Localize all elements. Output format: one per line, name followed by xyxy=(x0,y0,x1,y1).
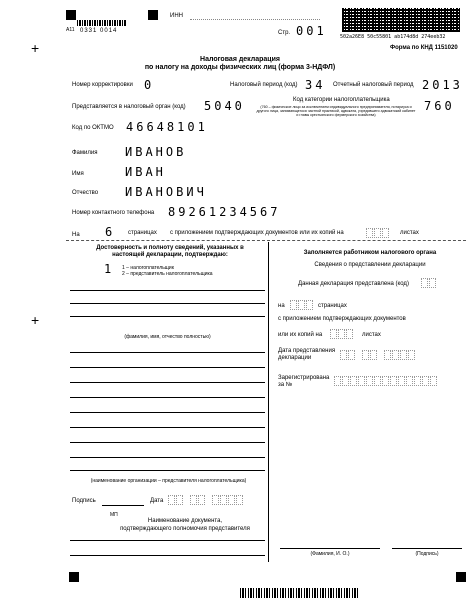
org-line-2 xyxy=(70,367,265,368)
fio-caption: (фамилия, имя, отчество полностью) xyxy=(124,334,211,340)
page-number: 001 xyxy=(296,24,327,38)
qr-caption: 502a26E8 50c55801 ab174d8d 274eeb32 xyxy=(340,34,446,40)
oktmo-value[interactable]: 46648101 xyxy=(126,120,208,134)
org-line-6 xyxy=(70,427,265,428)
inn-label: ИНН xyxy=(170,13,183,19)
registered-number-cells[interactable] xyxy=(334,376,438,386)
inn-line xyxy=(190,19,320,20)
right-fio-caption: (Фамилия, И. О.) xyxy=(310,551,350,557)
corner-marker-top-left xyxy=(66,10,76,20)
barcode-number: 0331 0014 xyxy=(80,28,118,34)
org-line-3 xyxy=(70,382,265,383)
org-line-5 xyxy=(70,412,265,413)
surname-label: Фамилия xyxy=(72,150,98,156)
right-date-cells[interactable] xyxy=(340,350,416,360)
category-label: Код категории налогоплательщика xyxy=(293,97,390,103)
right-pages-label: страницах xyxy=(318,303,347,309)
tax-authority-label: Представляется в налоговый орган (код) xyxy=(72,104,186,110)
patronymic-value[interactable]: ИВАНОВИЧ xyxy=(125,185,207,199)
section-divider xyxy=(66,240,466,241)
registration-cross-top: + xyxy=(31,40,40,56)
phone-label: Номер контактного телефона xyxy=(72,210,155,216)
correction-value[interactable]: 0 xyxy=(144,78,155,92)
fio-line-1 xyxy=(70,290,265,291)
date-label: Дата xyxy=(150,498,164,504)
right-block-title: Заполняется работником налогового органа xyxy=(303,250,437,256)
tax-period-label: Налоговый период (код) xyxy=(230,82,298,88)
right-date-label-line1: Дата представления xyxy=(278,348,336,354)
right-pages-cells[interactable] xyxy=(290,300,314,310)
right-with-docs-label: с приложением подтверждающих документов xyxy=(278,316,406,322)
right-fio-line xyxy=(280,548,380,549)
registration-cross-mid: + xyxy=(31,312,40,328)
pages-suffix: страницах xyxy=(128,230,157,236)
corner-marker-top-mid xyxy=(148,10,158,20)
page-label: Стр. xyxy=(278,30,291,36)
right-block-subtitle: Сведения о представлении декларации xyxy=(314,262,426,268)
fio-line-2 xyxy=(70,303,265,304)
category-value[interactable]: 760 xyxy=(424,99,455,113)
tax-authority-value[interactable]: 5040 xyxy=(204,99,245,113)
presented-code-label: Данная декларация представлена (код) xyxy=(298,281,409,287)
registered-label-line1: Зарегистрирована xyxy=(278,375,330,381)
right-copies-cells[interactable] xyxy=(330,329,354,339)
doc-caption-line2: подтверждающего полномочия представителя xyxy=(120,526,250,532)
page-code: А11 xyxy=(66,27,75,33)
right-sheets-label: листах xyxy=(362,332,381,338)
org-caption: (наименование организации – представителя налогоплательщика) xyxy=(90,478,247,484)
pages-prefix: На xyxy=(72,232,80,238)
corner-marker-bottom-left xyxy=(69,572,79,582)
signer-option1: 1 – налогоплательщик xyxy=(122,265,174,271)
org-line-4 xyxy=(70,397,265,398)
name-value[interactable]: ИВАН xyxy=(125,165,166,179)
signer-option2: 2 – представитель налогоплательщика xyxy=(122,271,213,277)
patronymic-label: Отчество xyxy=(72,190,99,196)
left-block-title: Достоверность и полноту сведений, указанных в настоящей декларации, подтверждаю: xyxy=(96,245,244,258)
tax-period-value[interactable]: 34 xyxy=(305,78,326,92)
correction-label: Номер корректировки xyxy=(72,82,133,88)
org-line-9 xyxy=(70,470,265,471)
doc-caption-line1: Наименование документа, xyxy=(147,518,223,524)
form-code: Форма по КНД 1151020 xyxy=(390,45,458,51)
title-line2: по налогу на доходы физических лиц (форма 3-НДФЛ) xyxy=(144,64,336,71)
attachments-cells[interactable] xyxy=(366,228,390,238)
doc-line-1 xyxy=(70,540,265,541)
right-or-copies-label: или их копий на xyxy=(278,332,323,338)
oktmo-label: Код по ОКТМО xyxy=(72,125,114,131)
stamp-label: МП xyxy=(110,512,118,518)
surname-value[interactable]: ИВАНОВ xyxy=(125,145,187,159)
corner-marker-bottom-right xyxy=(456,572,466,582)
left-date-cells[interactable] xyxy=(168,495,244,505)
attachments-label: с приложением подтверждающих документов или их копий на xyxy=(170,230,344,236)
registered-label-line2: за № xyxy=(278,382,293,388)
header-barcode xyxy=(77,20,127,26)
sign-line xyxy=(102,505,144,506)
report-year-label: Отчетный налоговый период xyxy=(333,82,414,88)
name-label: Имя xyxy=(72,171,84,177)
bottom-barcode xyxy=(240,588,358,598)
fio-line-3 xyxy=(70,316,265,317)
category-desc: (760 – физическое лицо за исключением индивидуального предпринимателя, нотариуса и другого лица, занимающегося частной практикой, адвоката, учредившего адвокатский кабинет и главы крестьянского фермерского хозяйства) xyxy=(256,105,416,118)
doc-line-2 xyxy=(70,555,265,556)
presented-code-cells[interactable] xyxy=(421,278,437,288)
signer-value[interactable]: 1 xyxy=(104,262,115,276)
qr-barcode-icon xyxy=(342,8,460,32)
phone-value[interactable]: 89261234567 xyxy=(168,205,281,219)
pages-value[interactable]: 6 xyxy=(105,225,116,239)
title-line1: Налоговая декларация xyxy=(200,56,280,63)
report-year-value[interactable]: 2013 xyxy=(422,78,463,92)
org-line-8 xyxy=(70,457,265,458)
sheets-label: листах xyxy=(400,230,419,236)
right-sign-line xyxy=(392,548,462,549)
org-line-1 xyxy=(70,352,265,353)
column-divider xyxy=(268,242,269,562)
right-on-label: на xyxy=(278,303,285,309)
right-date-label-line2: декларации xyxy=(278,355,312,361)
right-sign-caption: (Подпись) xyxy=(415,551,439,557)
org-line-7 xyxy=(70,442,265,443)
sign-label: Подпись xyxy=(72,498,96,504)
